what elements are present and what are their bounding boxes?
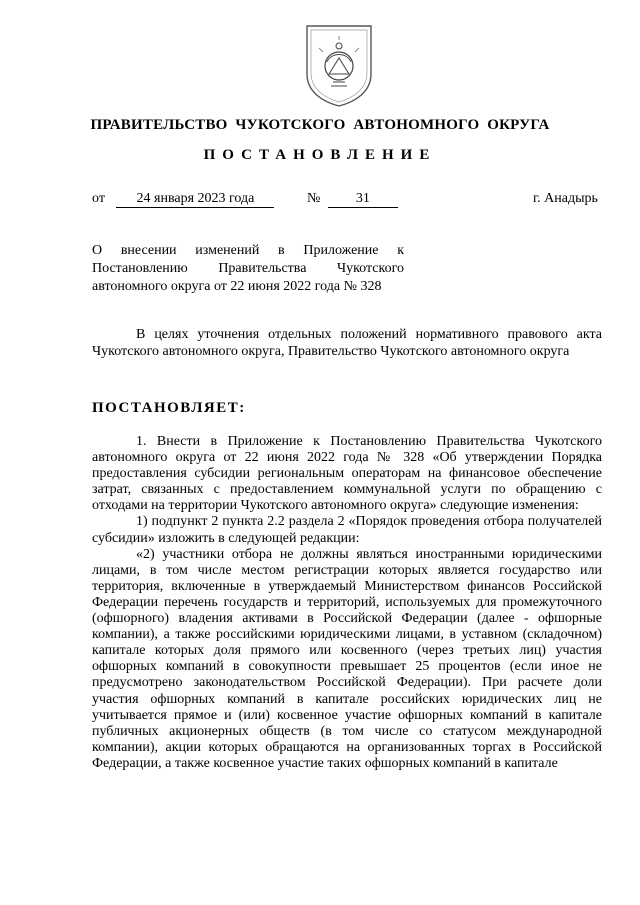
coat-of-arms-icon (303, 22, 375, 108)
document-body (92, 434, 602, 772)
from-label: от (92, 191, 105, 206)
government-title: ПРАВИТЕЛЬСТВО ЧУКОТСКОГО АВТОНОМНОГО ОКРУГА (90, 117, 550, 133)
paragraph: 1) подпункт 2 пункта 2.2 раздела 2 «Порядок проведения отбора получателей субсидии» изложить в следующей редакции: (92, 514, 602, 546)
date-field (92, 191, 274, 208)
number-label: № (307, 191, 321, 206)
preamble: В целях уточнения отдельных положений нормативного правового акта Чукотского автономного округа, Правительство Чукотского автономного округа (92, 327, 602, 359)
resolves-heading: ПОСТАНОВЛЯЕТ: (92, 400, 246, 416)
paragraph: 1. Внести в Приложение к Постановлению Правительства Чукотского автономного округа от 22 июня 2022 года № 328 «Об утверждении Порядка предоставления субсидии региональным операторам на финансовое обеспечение затрат, связанных с предоставлением коммунальной услуги по обращению с отходами на территории Чукотского автономного округа» следующие изменения: (92, 434, 602, 514)
number-field (307, 191, 398, 208)
document-type: ПОСТАНОВЛЕНИЕ (203, 147, 437, 163)
document-date: 24 января 2023 года (116, 191, 274, 208)
paragraph: «2) участники отбора не должны являться иностранными юридическими лицами, в том числе местом регистрации которых является государство или территория, включенные в утверждаемый Министерством финансов Российской Федерации перечень государств и территорий, используемых для промежуточного (офшорного) владения активами в Российской Федерации (далее - офшорные компании), а также российскими юридическими лицами, в уставном (складочном) капитале которых доля прямого или косвенного (через третьих лиц) участия офшорных компаний в совокупности превышает 25 процентов (если иное не предусмотрено законодательством Российской Федерации). При расчете доли участия офшорных компаний в капитале российских юридических лиц не учитывается прямое и (или) косвенное участие офшорных компаний в капитале публичных акционерных обществ (в том числе со статусом международной компании), акции которых обращаются на организованных торгах в Российской Федерации, а также косвенное участие таких офшорных компаний в капитале (92, 546, 602, 771)
document-number: 31 (328, 191, 398, 208)
city: г. Анадырь (533, 191, 598, 206)
document-subject: О внесении изменений в Приложение к Постановлению Правительства Чукотского автономного округа от 22 июня 2022 года № 328 (92, 243, 404, 294)
